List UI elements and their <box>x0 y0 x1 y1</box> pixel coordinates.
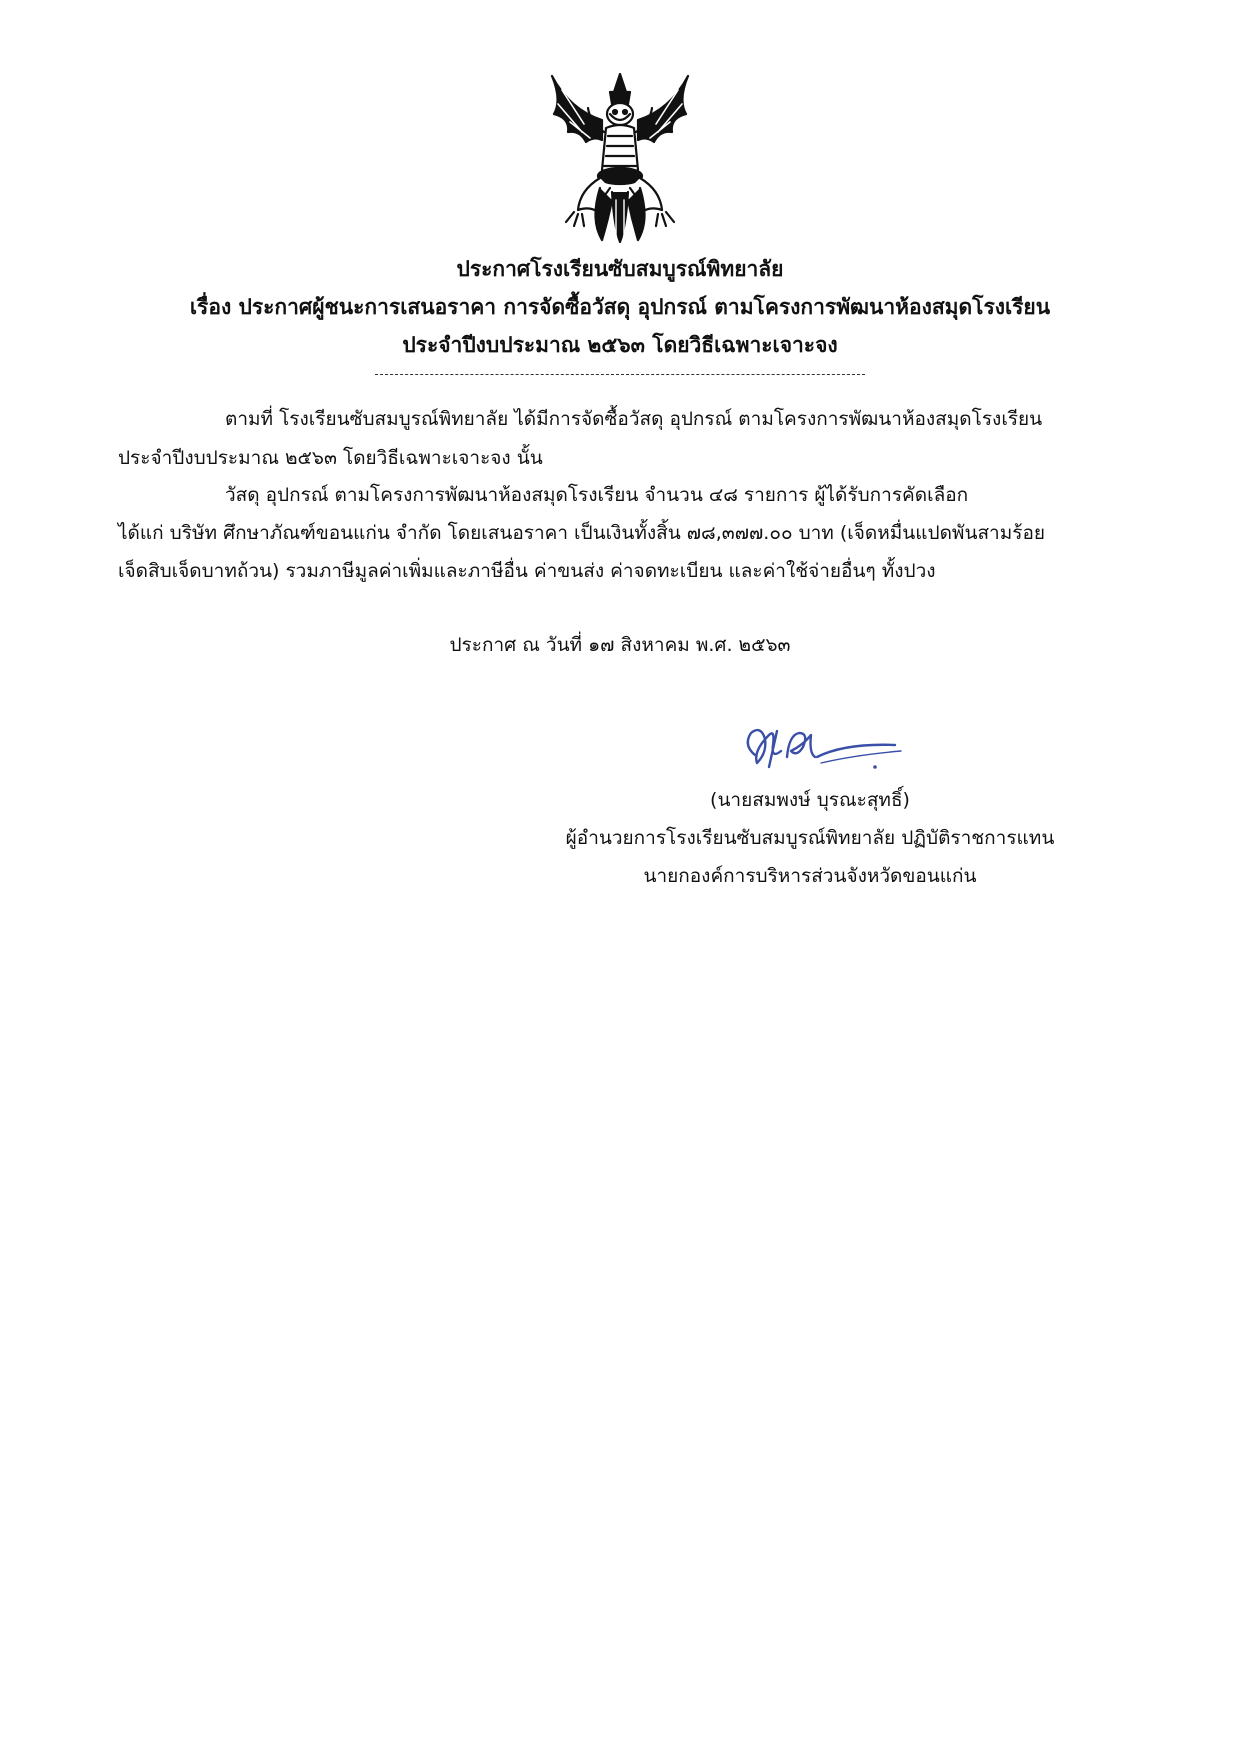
signatory-name: (นายสมพงษ์ บุรณะสุทธิ์) <box>710 789 910 811</box>
body-paragraph-1-line-1: ตามที่ โรงเรียนซับสมบูรณ์พิทยาลัย ได้มีการจัดซื้อวัสดุ อุปกรณ์ ตามโครงการพัฒนาห้องสมุดโรงเรียน <box>225 408 1043 430</box>
announcement-fiscal-year: ประจำปีงบประมาณ ๒๕๖๓ โดยวิธีเฉพาะเจาะจง <box>402 333 838 357</box>
body-paragraph-1-line-2: ประจำปีงบประมาณ ๒๕๖๓ โดยวิธีเฉพาะเจาะจง นั้น <box>118 447 543 469</box>
signatory-position-2: นายกองค์การบริหารส่วนจังหวัดขอนแก่น <box>643 865 977 887</box>
handwritten-signature-icon <box>725 705 905 785</box>
announcement-date: ประกาศ ณ วันที่ ๑๗ สิงหาคม พ.ศ. ๒๕๖๓ <box>449 634 791 656</box>
garuda-emblem-icon <box>540 70 700 245</box>
announcement-subject: เรื่อง ประกาศผู้ชนะการเสนอราคา การจัดซื้อวัสดุ อุปกรณ์ ตามโครงการพัฒนาห้องสมุดโรงเรียน <box>189 295 1051 319</box>
body-paragraph-2-line-1: วัสดุ อุปกรณ์ ตามโครงการพัฒนาห้องสมุดโรงเรียน จำนวน ๔๘ รายการ ผู้ได้รับการคัดเลือก <box>225 484 969 506</box>
announcement-title: ประกาศโรงเรียนซับสมบูรณ์พิทยาลัย <box>456 257 784 281</box>
body-paragraph-2-line-2: ได้แก่ บริษัท ศึกษาภัณฑ์ขอนแก่น จำกัด โดยเสนอราคา เป็นเงินทั้งสิ้น ๗๘,๓๗๗.๐๐ บาท (เจ็ดหมื่นแปดพันสามร้อย <box>118 522 1045 544</box>
dashed-divider <box>375 374 865 375</box>
body-paragraph-2-line-3: เจ็ดสิบเจ็ดบาทถ้วน) รวมภาษีมูลค่าเพิ่มและภาษีอื่น ค่าขนส่ง ค่าจดทะเบียน และค่าใช้จ่ายอื่นๆ ทั้งปวง <box>118 560 936 582</box>
signatory-position-1: ผู้อำนวยการโรงเรียนซับสมบูรณ์พิทยาลัย ปฏิบัติราชการแทน <box>565 827 1055 849</box>
